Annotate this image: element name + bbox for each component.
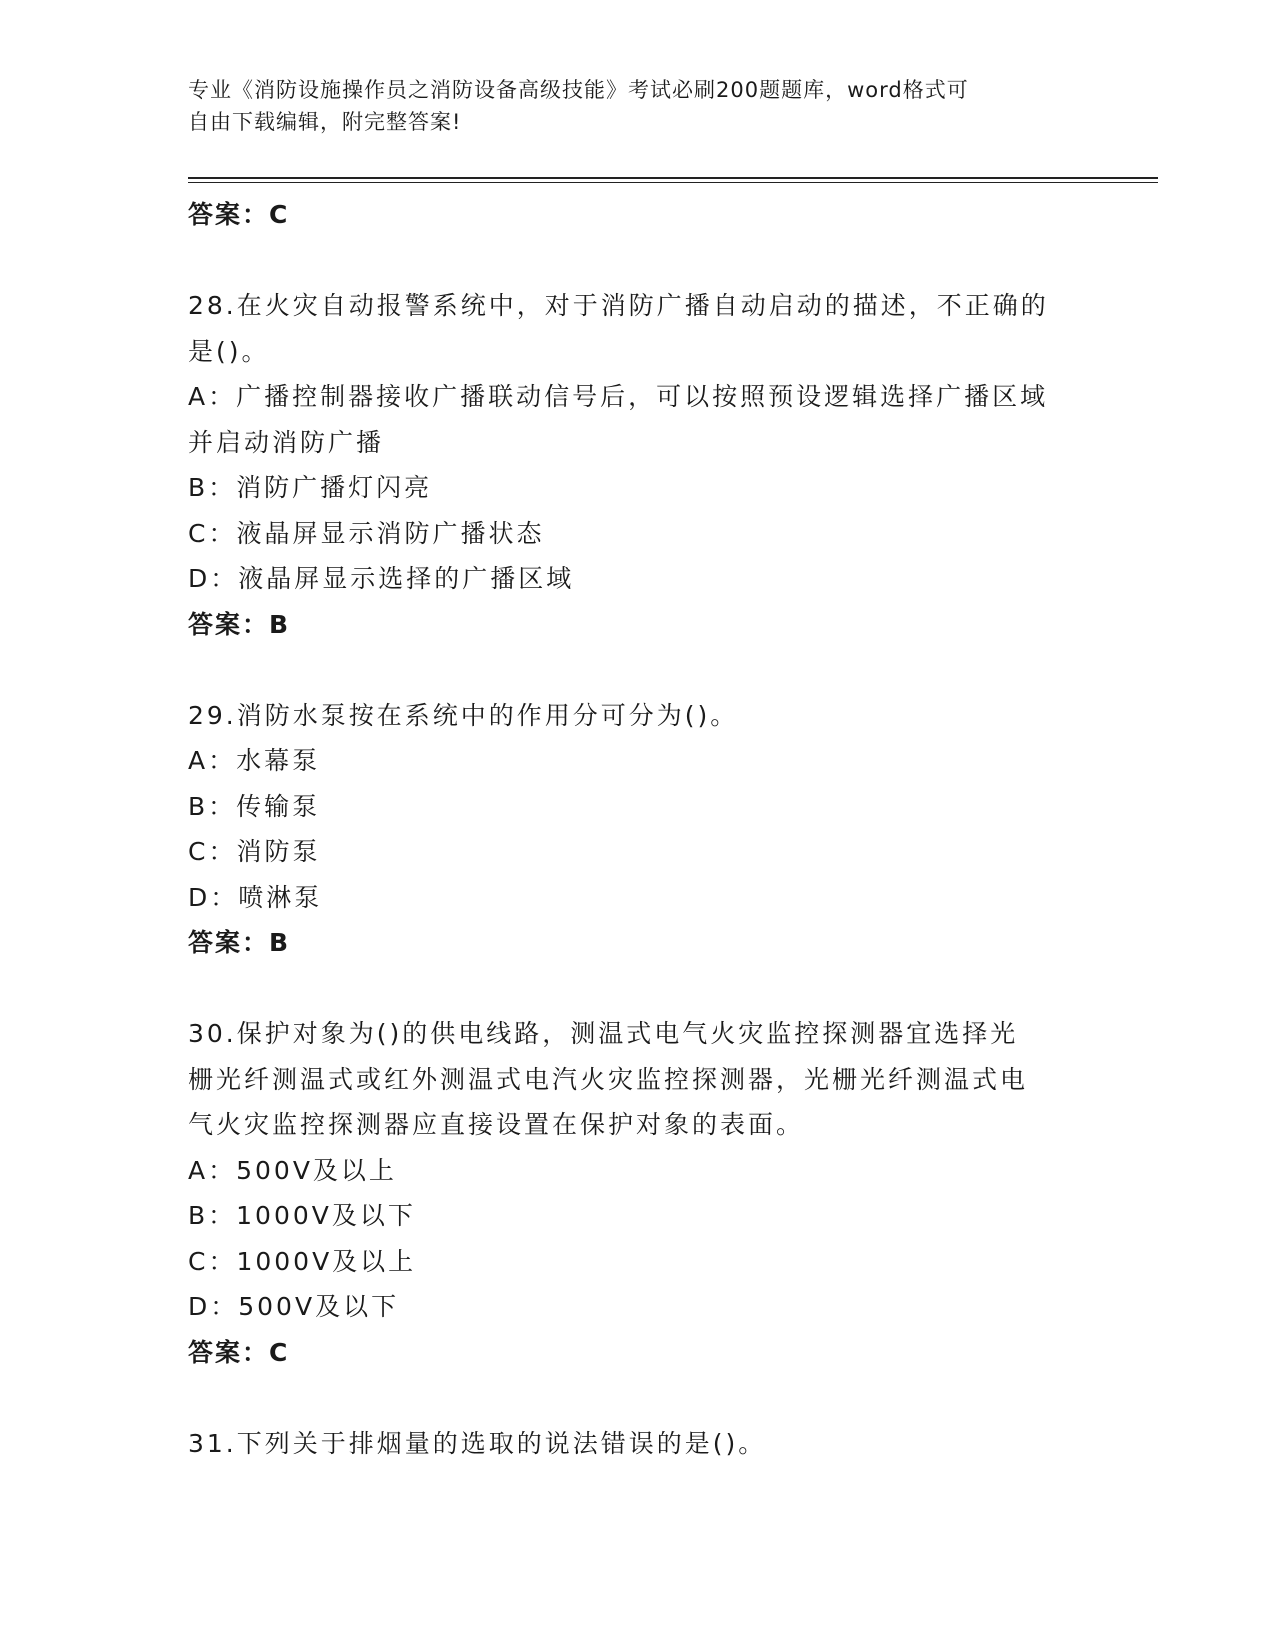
option-d: D：喷淋泵 [188,882,323,912]
question-stem-line: 28.在火灾自动报警系统中，对于消防广播自动启动的描述，不正确的 [188,291,1049,320]
header-divider [188,177,1158,183]
option-d: D：液晶屏显示选择的广播区域 [188,564,575,593]
question-30 [188,1011,1088,1375]
option-a: A：水幕泵 [188,746,321,775]
question-stem-line: 30.保护对象为()的供电线路，测温式电气火灾监控探测器宜选择光 [188,1019,1019,1048]
question-stem-line: 是()。 [188,336,270,366]
question-stem-line: 气火灾监控探测器应直接设置在保护对象的表面。 [188,1110,805,1139]
answer-30: 答案：C [188,1337,290,1367]
option-c: C：消防泵 [188,837,321,866]
option-c: C：液晶屏显示消防广播状态 [188,518,545,548]
question-stem-line: 栅光纤测温式或红外测温式电汽火灾监控探测器，光栅光纤测温式电 [188,1064,1029,1094]
spacer [188,647,1088,693]
question-stem-line: 29.消防水泵按在系统中的作用分可分为()。 [188,700,739,730]
answer-27: 答案：C [188,200,290,229]
header-line-2: 自由下载编辑，附完整答案! [188,110,462,134]
option-d: D：500V及以下 [188,1292,400,1321]
answer-29: 答案：B [188,928,291,957]
question-29 [188,693,1088,966]
header-line-1: 专业《消防设施操作员之消防设备高级技能》考试必刷200题题库，word格式可 [188,78,969,102]
question-28 [188,283,1088,647]
question-stem-line: 31.下列关于排烟量的选取的说法错误的是()。 [188,1428,767,1458]
option-a-continued: 并启动消防广播 [188,427,385,457]
answer-28: 答案：B [188,609,291,639]
option-b: B：传输泵 [188,791,321,821]
option-b: B：消防广播灯闪亮 [188,473,433,502]
question-31 [188,1421,1088,1467]
option-a: A：500V及以上 [188,1155,397,1185]
document-header [188,74,1088,138]
option-a: A：广播控制器接收广播联动信号后，可以按照预设逻辑选择广播区域 [188,382,1049,411]
question-list [188,192,1088,1466]
spacer [188,1375,1088,1421]
spacer [188,238,1088,284]
spacer [188,966,1088,1012]
option-b: B：1000V及以下 [188,1201,416,1230]
option-c: C：1000V及以上 [188,1246,417,1276]
